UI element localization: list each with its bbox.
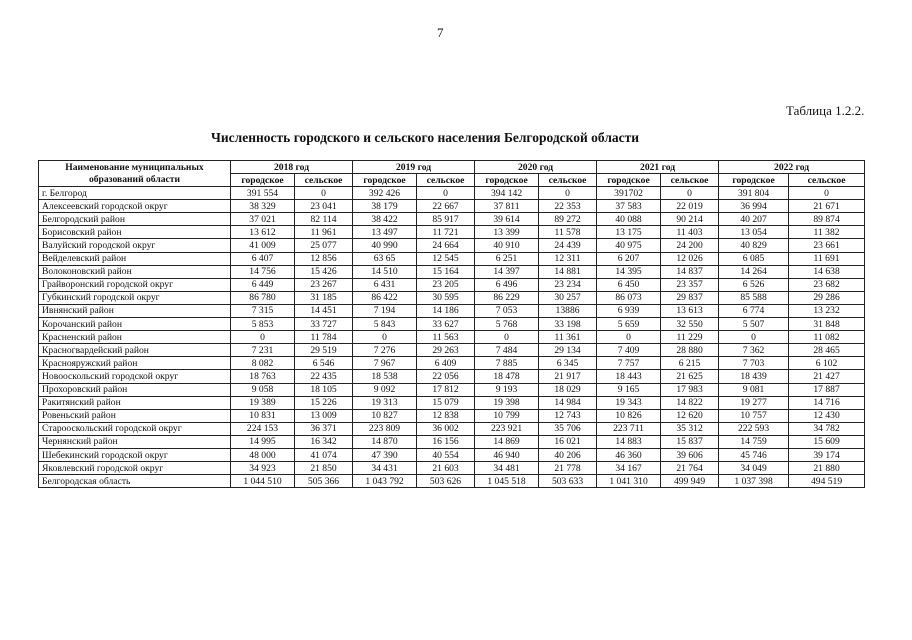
table-row: [39, 187, 865, 200]
urban-population-cell: 0: [231, 331, 295, 344]
table-row: [39, 304, 865, 317]
urban-population-cell: 1 041 310: [597, 475, 661, 488]
municipality-name: Валуйский городской округ: [39, 239, 231, 252]
urban-population-cell: 391 804: [719, 187, 789, 200]
rural-population-cell: 21 778: [539, 462, 597, 475]
urban-population-cell: 38 329: [231, 200, 295, 213]
urban-population-cell: 14 397: [475, 265, 539, 278]
rural-population-cell: 21 427: [789, 370, 865, 383]
rural-population-cell: 29 837: [661, 291, 719, 304]
urban-population-cell: 6 207: [597, 252, 661, 265]
rural-population-cell: 29 263: [417, 344, 475, 357]
urban-population-cell: 7 194: [353, 304, 417, 317]
table-row: [39, 200, 865, 213]
rural-population-cell: 14 186: [417, 304, 475, 317]
rural-population-cell: 6 102: [789, 357, 865, 370]
population-table: [38, 160, 865, 488]
rural-column-header: сельское: [539, 174, 597, 187]
urban-column-header: городское: [597, 174, 661, 187]
rural-population-cell: 39 174: [789, 448, 865, 461]
urban-population-cell: 19 343: [597, 396, 661, 409]
urban-population-cell: 7 484: [475, 344, 539, 357]
rural-population-cell: 23 661: [789, 239, 865, 252]
rural-population-cell: 11 721: [417, 226, 475, 239]
urban-population-cell: 86 422: [353, 291, 417, 304]
urban-population-cell: 392 426: [353, 187, 417, 200]
rural-population-cell: 23 682: [789, 278, 865, 291]
urban-population-cell: 14 869: [475, 435, 539, 448]
year-header: 2020 год: [475, 161, 597, 174]
table-row: [39, 462, 865, 475]
rural-population-cell: 21 603: [417, 462, 475, 475]
rural-column-header: сельское: [789, 174, 865, 187]
urban-population-cell: 34 049: [719, 462, 789, 475]
rural-population-cell: 13 232: [789, 304, 865, 317]
rural-population-cell: 21 850: [295, 462, 353, 475]
urban-population-cell: 14 870: [353, 435, 417, 448]
rural-population-cell: 18 105: [295, 383, 353, 396]
urban-population-cell: 5 843: [353, 318, 417, 331]
urban-population-cell: 5 507: [719, 318, 789, 331]
municipality-name: г. Белгород: [39, 187, 231, 200]
urban-population-cell: 9 058: [231, 383, 295, 396]
table-row: [39, 357, 865, 370]
urban-population-cell: 18 763: [231, 370, 295, 383]
municipality-name: Ивнянский район: [39, 304, 231, 317]
rural-population-cell: 6 215: [661, 357, 719, 370]
rural-population-cell: 0: [789, 187, 865, 200]
rural-population-cell: 23 234: [539, 278, 597, 291]
urban-population-cell: 6 407: [231, 252, 295, 265]
municipality-name: Старооскольский городской округ: [39, 422, 231, 435]
municipality-name: Прохоровский район: [39, 383, 231, 396]
rural-population-cell: 23 357: [661, 278, 719, 291]
urban-population-cell: 7 967: [353, 357, 417, 370]
rural-population-cell: 21 625: [661, 370, 719, 383]
rural-population-cell: 11 361: [539, 331, 597, 344]
table-row: [39, 383, 865, 396]
urban-population-cell: 0: [597, 331, 661, 344]
table-row: [39, 475, 865, 488]
rural-population-cell: 25 077: [295, 239, 353, 252]
urban-population-cell: 36 994: [719, 200, 789, 213]
rural-population-cell: 16 021: [539, 435, 597, 448]
rural-population-cell: 503 626: [417, 475, 475, 488]
urban-population-cell: 13 175: [597, 226, 661, 239]
rural-population-cell: 14 837: [661, 265, 719, 278]
urban-population-cell: 39 614: [475, 213, 539, 226]
urban-population-cell: 10 827: [353, 409, 417, 422]
urban-population-cell: 14 756: [231, 265, 295, 278]
rural-population-cell: 22 435: [295, 370, 353, 383]
urban-population-cell: 14 995: [231, 435, 295, 448]
rural-population-cell: 28 880: [661, 344, 719, 357]
year-header: 2021 год: [597, 161, 719, 174]
year-header: 2018 год: [231, 161, 353, 174]
rural-population-cell: 12 838: [417, 409, 475, 422]
rural-population-cell: 15 609: [789, 435, 865, 448]
urban-population-cell: 7 315: [231, 304, 295, 317]
urban-population-cell: 6 496: [475, 278, 539, 291]
urban-population-cell: 37 811: [475, 200, 539, 213]
rural-population-cell: 0: [417, 187, 475, 200]
urban-population-cell: 19 277: [719, 396, 789, 409]
rural-column-header: сельское: [417, 174, 475, 187]
urban-population-cell: 10 799: [475, 409, 539, 422]
table-header: [39, 161, 865, 187]
rural-population-cell: 22 353: [539, 200, 597, 213]
municipality-name: Яковлевский городской округ: [39, 462, 231, 475]
municipality-name: Вейделевский район: [39, 252, 231, 265]
urban-population-cell: 37 583: [597, 200, 661, 213]
urban-population-cell: 37 021: [231, 213, 295, 226]
rural-population-cell: 40 206: [539, 448, 597, 461]
urban-population-cell: 48 000: [231, 448, 295, 461]
rural-population-cell: 29 519: [295, 344, 353, 357]
table-row: [39, 331, 865, 344]
urban-population-cell: 6 449: [231, 278, 295, 291]
urban-population-cell: 9 092: [353, 383, 417, 396]
rural-population-cell: 13 613: [661, 304, 719, 317]
urban-population-cell: 18 538: [353, 370, 417, 383]
table-row: [39, 239, 865, 252]
rural-population-cell: 21 917: [539, 370, 597, 383]
rural-population-cell: 12 311: [539, 252, 597, 265]
rural-population-cell: 0: [539, 187, 597, 200]
municipality-name: Алексеевский городской округ: [39, 200, 231, 213]
urban-population-cell: 223 711: [597, 422, 661, 435]
urban-population-cell: 6 939: [597, 304, 661, 317]
year-header: 2022 год: [719, 161, 865, 174]
urban-population-cell: 1 043 792: [353, 475, 417, 488]
urban-population-cell: 13 054: [719, 226, 789, 239]
urban-population-cell: 6 251: [475, 252, 539, 265]
rural-population-cell: 12 026: [661, 252, 719, 265]
rural-population-cell: 21 764: [661, 462, 719, 475]
urban-population-cell: 8 082: [231, 357, 295, 370]
urban-population-cell: 9 165: [597, 383, 661, 396]
rural-population-cell: 12 743: [539, 409, 597, 422]
urban-population-cell: 0: [475, 331, 539, 344]
table-row: [39, 396, 865, 409]
urban-population-cell: 18 443: [597, 370, 661, 383]
rural-population-cell: 22 019: [661, 200, 719, 213]
table-row: [39, 291, 865, 304]
table-row: [39, 409, 865, 422]
urban-population-cell: 34 481: [475, 462, 539, 475]
urban-population-cell: 40 207: [719, 213, 789, 226]
rural-population-cell: 30 257: [539, 291, 597, 304]
urban-population-cell: 9 081: [719, 383, 789, 396]
table-row: [39, 226, 865, 239]
table-row: [39, 370, 865, 383]
rural-population-cell: 11 082: [789, 331, 865, 344]
urban-population-cell: 86 073: [597, 291, 661, 304]
rural-population-cell: 499 949: [661, 475, 719, 488]
rural-population-cell: 33 727: [295, 318, 353, 331]
rural-population-cell: 33 198: [539, 318, 597, 331]
rural-population-cell: 40 554: [417, 448, 475, 461]
rural-column-header: сельское: [295, 174, 353, 187]
urban-population-cell: 5 659: [597, 318, 661, 331]
urban-population-cell: 19 313: [353, 396, 417, 409]
urban-population-cell: 6 774: [719, 304, 789, 317]
rural-population-cell: 14 984: [539, 396, 597, 409]
table-body: [39, 187, 865, 488]
rural-population-cell: 505 366: [295, 475, 353, 488]
rural-population-cell: 13 009: [295, 409, 353, 422]
rural-population-cell: 31 848: [789, 318, 865, 331]
urban-population-cell: 34 167: [597, 462, 661, 475]
municipality-name: Шебекинский городской округ: [39, 448, 231, 461]
urban-population-cell: 5 853: [231, 318, 295, 331]
urban-population-cell: 34 923: [231, 462, 295, 475]
rural-population-cell: 11 691: [789, 252, 865, 265]
urban-population-cell: 14 883: [597, 435, 661, 448]
rural-population-cell: 0: [295, 187, 353, 200]
rural-population-cell: 22 056: [417, 370, 475, 383]
urban-population-cell: 224 153: [231, 422, 295, 435]
rural-population-cell: 23 041: [295, 200, 353, 213]
rural-population-cell: 12 620: [661, 409, 719, 422]
urban-population-cell: 222 593: [719, 422, 789, 435]
urban-population-cell: 45 746: [719, 448, 789, 461]
rural-population-cell: 16 342: [295, 435, 353, 448]
rural-population-cell: 12 545: [417, 252, 475, 265]
rural-population-cell: 15 837: [661, 435, 719, 448]
urban-population-cell: 40 910: [475, 239, 539, 252]
urban-population-cell: 86 780: [231, 291, 295, 304]
rural-population-cell: 24 664: [417, 239, 475, 252]
urban-population-cell: 19 389: [231, 396, 295, 409]
urban-population-cell: 38 179: [353, 200, 417, 213]
urban-population-cell: 0: [353, 331, 417, 344]
table-row: [39, 265, 865, 278]
rural-population-cell: 31 185: [295, 291, 353, 304]
urban-population-cell: 7 885: [475, 357, 539, 370]
table-row: [39, 448, 865, 461]
rural-population-cell: 35 312: [661, 422, 719, 435]
municipality-name: Ровеньский район: [39, 409, 231, 422]
rural-population-cell: 11 784: [295, 331, 353, 344]
page-number: 7: [437, 25, 444, 40]
rural-population-cell: 17 887: [789, 383, 865, 396]
rural-population-cell: 41 074: [295, 448, 353, 461]
urban-population-cell: 14 395: [597, 265, 661, 278]
urban-population-cell: 391 554: [231, 187, 295, 200]
table-row: [39, 213, 865, 226]
urban-population-cell: 14 264: [719, 265, 789, 278]
municipality-name: Ракитянский район: [39, 396, 231, 409]
urban-population-cell: 223 921: [475, 422, 539, 435]
rural-population-cell: 17 812: [417, 383, 475, 396]
rural-population-cell: 24 200: [661, 239, 719, 252]
rural-population-cell: 36 002: [417, 422, 475, 435]
rural-population-cell: 14 716: [789, 396, 865, 409]
urban-population-cell: 7 053: [475, 304, 539, 317]
urban-population-cell: 86 229: [475, 291, 539, 304]
rural-population-cell: 85 917: [417, 213, 475, 226]
municipality-name: Белгородская область: [39, 475, 231, 488]
urban-population-cell: 1 045 518: [475, 475, 539, 488]
rural-population-cell: 82 114: [295, 213, 353, 226]
municipality-name: Белгородский район: [39, 213, 231, 226]
rural-population-cell: 13886: [539, 304, 597, 317]
rural-population-cell: 30 595: [417, 291, 475, 304]
urban-population-cell: 85 588: [719, 291, 789, 304]
urban-population-cell: 40 088: [597, 213, 661, 226]
urban-column-header: городское: [231, 174, 295, 187]
urban-population-cell: 1 037 398: [719, 475, 789, 488]
rural-population-cell: 14 822: [661, 396, 719, 409]
rural-population-cell: 29 286: [789, 291, 865, 304]
urban-population-cell: 10 757: [719, 409, 789, 422]
urban-population-cell: 41 009: [231, 239, 295, 252]
municipality-name: Краснояружский район: [39, 357, 231, 370]
urban-population-cell: 6 450: [597, 278, 661, 291]
table-row: [39, 278, 865, 291]
urban-population-cell: 40 990: [353, 239, 417, 252]
urban-population-cell: 7 276: [353, 344, 417, 357]
urban-population-cell: 6 085: [719, 252, 789, 265]
rural-population-cell: 11 382: [789, 226, 865, 239]
rural-population-cell: 33 627: [417, 318, 475, 331]
table-row: [39, 422, 865, 435]
municipality-name: Чернянский район: [39, 435, 231, 448]
table-number-label: Таблица 1.2.2.: [786, 103, 865, 118]
rural-population-cell: 14 881: [539, 265, 597, 278]
municipality-name: Борисовский район: [39, 226, 231, 239]
rural-population-cell: 11 578: [539, 226, 597, 239]
urban-population-cell: 7 362: [719, 344, 789, 357]
rural-population-cell: 14 638: [789, 265, 865, 278]
urban-column-header: городское: [719, 174, 789, 187]
rural-population-cell: 34 782: [789, 422, 865, 435]
urban-population-cell: 14 510: [353, 265, 417, 278]
rural-population-cell: 21 880: [789, 462, 865, 475]
urban-population-cell: 10 831: [231, 409, 295, 422]
rural-population-cell: 6 345: [539, 357, 597, 370]
urban-population-cell: 40 829: [719, 239, 789, 252]
table-row: [39, 252, 865, 265]
table-title: Численность городского и сельского населения Белгородской области: [211, 130, 640, 145]
municipality-name: Волоконовский район: [39, 265, 231, 278]
urban-population-cell: 38 422: [353, 213, 417, 226]
municipality-name: Грайворонский городской округ: [39, 278, 231, 291]
urban-population-cell: 40 975: [597, 239, 661, 252]
urban-population-cell: 19 398: [475, 396, 539, 409]
table-row: [39, 318, 865, 331]
rural-population-cell: 6 546: [295, 357, 353, 370]
urban-population-cell: 6 431: [353, 278, 417, 291]
urban-population-cell: 223 809: [353, 422, 417, 435]
rural-population-cell: 17 983: [661, 383, 719, 396]
rural-population-cell: 12 430: [789, 409, 865, 422]
municipality-name: Красногвардейский район: [39, 344, 231, 357]
municipality-name: Губкинский городской округ: [39, 291, 231, 304]
rural-population-cell: 0: [661, 187, 719, 200]
rural-population-cell: 35 706: [539, 422, 597, 435]
rural-population-cell: 23 267: [295, 278, 353, 291]
rural-population-cell: 503 633: [539, 475, 597, 488]
header-row-years: [39, 161, 865, 174]
rural-population-cell: 15 079: [417, 396, 475, 409]
urban-column-header: городское: [475, 174, 539, 187]
rural-population-cell: 15 164: [417, 265, 475, 278]
urban-population-cell: 18 439: [719, 370, 789, 383]
table-row: [39, 344, 865, 357]
urban-population-cell: 7 231: [231, 344, 295, 357]
urban-population-cell: 0: [719, 331, 789, 344]
urban-population-cell: 63 65: [353, 252, 417, 265]
rural-population-cell: 21 671: [789, 200, 865, 213]
rural-population-cell: 14 451: [295, 304, 353, 317]
rural-population-cell: 12 856: [295, 252, 353, 265]
rural-population-cell: 18 029: [539, 383, 597, 396]
rural-population-cell: 36 371: [295, 422, 353, 435]
rural-population-cell: 90 214: [661, 213, 719, 226]
urban-population-cell: 14 759: [719, 435, 789, 448]
year-header: 2019 год: [353, 161, 475, 174]
rural-population-cell: 39 606: [661, 448, 719, 461]
urban-population-cell: 1 044 510: [231, 475, 295, 488]
urban-population-cell: 13 497: [353, 226, 417, 239]
urban-population-cell: 47 390: [353, 448, 417, 461]
rural-population-cell: 11 403: [661, 226, 719, 239]
urban-population-cell: 391702: [597, 187, 661, 200]
urban-population-cell: 7 703: [719, 357, 789, 370]
rural-population-cell: 89 272: [539, 213, 597, 226]
urban-population-cell: 10 826: [597, 409, 661, 422]
rural-population-cell: 22 667: [417, 200, 475, 213]
rural-population-cell: 11 961: [295, 226, 353, 239]
urban-population-cell: 7 409: [597, 344, 661, 357]
rural-population-cell: 494 519: [789, 475, 865, 488]
urban-population-cell: 46 940: [475, 448, 539, 461]
rural-population-cell: 15 226: [295, 396, 353, 409]
municipality-name: Новооскольский городской округ: [39, 370, 231, 383]
rural-population-cell: 29 134: [539, 344, 597, 357]
urban-population-cell: 9 193: [475, 383, 539, 396]
rural-population-cell: 11 229: [661, 331, 719, 344]
rural-population-cell: 89 874: [789, 213, 865, 226]
rural-population-cell: 11 563: [417, 331, 475, 344]
rural-population-cell: 32 550: [661, 318, 719, 331]
urban-population-cell: 5 768: [475, 318, 539, 331]
rural-column-header: сельское: [661, 174, 719, 187]
urban-population-cell: 7 757: [597, 357, 661, 370]
urban-population-cell: 18 478: [475, 370, 539, 383]
municipality-column-header: Наименование муниципальных образований области: [39, 161, 231, 187]
municipality-name: Красненский район: [39, 331, 231, 344]
rural-population-cell: 16 156: [417, 435, 475, 448]
rural-population-cell: 15 426: [295, 265, 353, 278]
rural-population-cell: 28 465: [789, 344, 865, 357]
table-row: [39, 435, 865, 448]
rural-population-cell: 23 205: [417, 278, 475, 291]
rural-population-cell: 24 439: [539, 239, 597, 252]
urban-population-cell: 13 399: [475, 226, 539, 239]
urban-population-cell: 34 431: [353, 462, 417, 475]
municipality-name: Корочанский район: [39, 318, 231, 331]
urban-population-cell: 6 526: [719, 278, 789, 291]
urban-column-header: городское: [353, 174, 417, 187]
urban-population-cell: 394 142: [475, 187, 539, 200]
rural-population-cell: 6 409: [417, 357, 475, 370]
urban-population-cell: 46 360: [597, 448, 661, 461]
urban-population-cell: 13 612: [231, 226, 295, 239]
